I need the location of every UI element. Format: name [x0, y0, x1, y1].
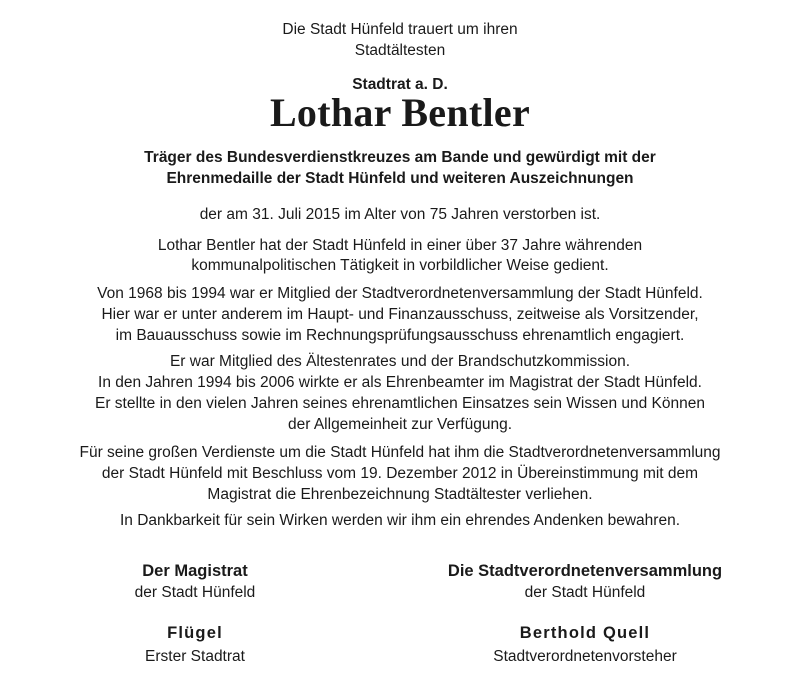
header-line-1: Die Stadt Hünfeld trauert um ihren	[282, 21, 518, 38]
para3-line-2: In den Jahren 1994 bis 2006 wirkte er als Ehrenbeamter im Magistrat der Stadt Hünfeld.	[98, 374, 702, 391]
signature-left-name: Flügel	[167, 624, 223, 642]
death-line: der am 31. Juli 2015 im Alter von 75 Jahren verstorben ist.	[199, 206, 601, 223]
person-name: Lothar Bentler	[269, 90, 531, 135]
closing-line: In Dankbarkeit für sein Wirken werden wir ihm ein ehrendes Andenken bewahren.	[119, 512, 681, 529]
signature-right-name: Berthold Quell	[519, 624, 651, 642]
signature-right-org: Die Stadtverordnetenversammlung	[447, 562, 723, 580]
header-line-2: Stadtältesten	[354, 42, 446, 59]
person-title: Stadtrat a. D.	[352, 76, 448, 93]
para3-line-1: Er war Mitglied des Ältestenrates und der Brandschutzkommission.	[169, 353, 631, 370]
signature-right-role: Stadtverordnetenvorsteher	[493, 648, 677, 665]
signature-left-role: Erster Stadtrat	[145, 648, 245, 665]
signature-left-org: Der Magistrat	[142, 562, 248, 580]
para2-line-2: Hier war er unter anderem im Haupt- und Finanzausschuss, zeitweise als Vorsitzender,	[101, 306, 699, 323]
signature-right-org-sub: der Stadt Hünfeld	[524, 584, 646, 601]
para4-line-2: der Stadt Hünfeld mit Beschluss vom 19. Dezember 2012 in Übereinstimmung mit dem	[101, 465, 699, 482]
para1-line-2: kommunalpolitischen Tätigkeit in vorbildlicher Weise gedient.	[191, 257, 609, 274]
para2-line-1: Von 1968 bis 1994 war er Mitglied der Stadtverordnetenversammlung der Stadt Hünfeld.	[97, 285, 703, 302]
para3-line-4: der Allgemeinheit zur Verfügung.	[287, 416, 513, 433]
para1-line-1: Lothar Bentler hat der Stadt Hünfeld in einer über 37 Jahre währenden	[157, 237, 643, 254]
para3-line-3: Er stellte in den vielen Jahren seines ehrenamtlichen Einsatzes sein Wissen und Können	[94, 395, 706, 412]
honors-line-2: Ehrenmedaille der Stadt Hünfeld und weiteren Auszeichnungen	[166, 170, 634, 187]
para4-line-3: Magistrat die Ehrenbezeichnung Stadtältester verliehen.	[207, 486, 593, 503]
signature-left-org-sub: der Stadt Hünfeld	[134, 584, 256, 601]
para4-line-1: Für seine großen Verdienste um die Stadt Hünfeld hat ihm die Stadtverordnetenversammlung	[79, 444, 721, 461]
para2-line-3: im Bauausschuss sowie im Rechnungsprüfungsausschuss ehrenamtlich engagiert.	[115, 327, 685, 344]
honors-line-1: Träger des Bundesverdienstkreuzes am Bande und gewürdigt mit der	[144, 149, 656, 166]
